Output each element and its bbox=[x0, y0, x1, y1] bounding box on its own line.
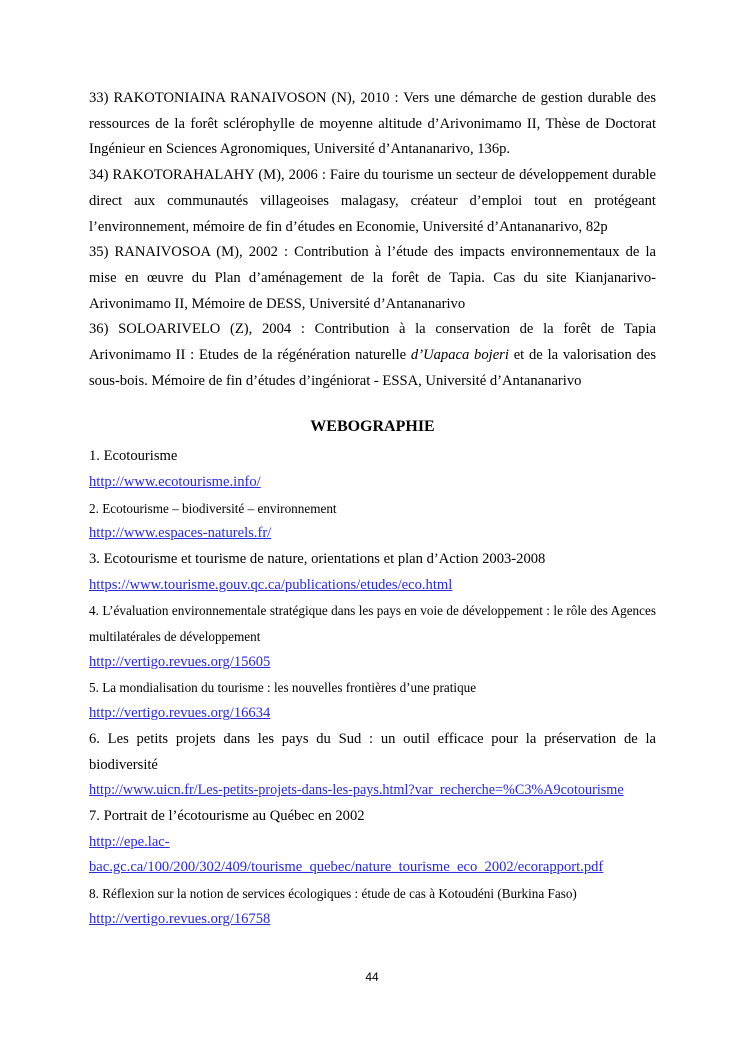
web-item-label: 6. Les petits projets dans les pays du Sud : un outil efficace pour la préservation de la biodiversité bbox=[89, 730, 656, 773]
reference-number: 36) bbox=[89, 321, 109, 338]
reference-text: SOLOARIVELO (Z), 2004 : Contribution à la conservation de la forêt de Tapia Arivonimamo II : Etudes de la régénération naturelle bbox=[89, 321, 656, 364]
reference-text: RAKOTONIAINA RANAIVOSON (N), 2010 : Vers une démarche de gestion durable des ressources de la forêt sclérophylle de moyenne altitude d’Arivonimamo II, Thèse de Doctorat Ingénieur en Sciences Agronomiques, Université d’Antananarivo, 136p. bbox=[89, 90, 657, 158]
web-item-link[interactable]: http://www.uicn.fr/Les-petits-projets-dans-les-pays.html?var_recherche=%C3%A9cotourisme bbox=[89, 782, 624, 799]
reference-number: 35) bbox=[89, 244, 109, 261]
web-item-label: 1. Ecotourisme bbox=[89, 448, 178, 465]
web-item-link[interactable]: http://epe.lac- bbox=[89, 833, 170, 850]
reference-number: 34) bbox=[89, 167, 109, 184]
web-item-label: 8. Réflexion sur la notion de services écologiques : étude de cas à Kotoudéni (Burkina Faso) bbox=[89, 886, 577, 902]
reference-text-end: et de la valorisation des sous-bois. Mémoire de fin d’études d’ingéniorat - ESSA, Université d’Antananarivo bbox=[89, 347, 657, 389]
web-item-link[interactable]: http://vertigo.revues.org/16634 bbox=[89, 705, 271, 722]
reference-33 bbox=[89, 86, 656, 163]
species-name: d’Uapaca bojeri bbox=[410, 347, 509, 364]
page-content bbox=[89, 86, 656, 933]
web-item-link[interactable]: http://vertigo.revues.org/15605 bbox=[89, 653, 271, 670]
reference-number: 33) bbox=[89, 90, 109, 106]
reference-text: RAKOTORAHALAHY (M), 2006 : Faire du tourisme un secteur de développement durable direct aux communautés villageoises malagasy, créateur d’emploi tout en protégeant l’environnement, mémoire de fin d’études en Economie, Université d’Antananarivo, 82p bbox=[89, 167, 656, 235]
webography-heading: WEBOGRAPHIE bbox=[310, 418, 435, 436]
page-number: 44 bbox=[365, 970, 379, 984]
web-item-link-continued[interactable]: bac.gc.ca/100/200/302/409/tourisme_quebec/nature_tourisme_eco_2002/ecorapport.pdf bbox=[89, 859, 604, 876]
web-item-label: 7. Portrait de l’écotourisme au Québec en 2002 bbox=[89, 807, 365, 824]
web-item-label: 2. Ecotourisme – biodiversité – environnement bbox=[89, 500, 337, 516]
reference-35 bbox=[89, 240, 656, 317]
reference-34 bbox=[89, 163, 656, 240]
reference-36 bbox=[89, 317, 656, 394]
web-item-link[interactable]: https://www.tourisme.gouv.qc.ca/publications/etudes/eco.html bbox=[89, 576, 453, 593]
web-item-label: 5. La mondialisation du tourisme : les nouvelles frontières d’une pratique bbox=[89, 680, 477, 696]
web-item-link[interactable]: http://www.espaces-naturels.fr/ bbox=[89, 525, 272, 542]
web-item-link[interactable]: http://www.ecotourisme.info/ bbox=[89, 473, 261, 490]
web-item-label: 4. L’évaluation environnementale stratégique dans les pays en voie de développement : le rôle des Agences multilatérales de développement bbox=[89, 603, 656, 645]
reference-text: RANAIVOSOA (M), 2002 : Contribution à l’étude des impacts environnementaux de la mise en œuvre du Plan d’aménagement de la forêt de Tapia. Cas du site Kianjanarivo-Arivonimamo II, Mémoire de DESS, Université d’Antananarivo bbox=[89, 244, 656, 312]
web-item-link[interactable]: http://vertigo.revues.org/16758 bbox=[89, 910, 271, 927]
web-item-label: 3. Ecotourisme et tourisme de nature, orientations et plan d’Action 2003-2008 bbox=[89, 550, 546, 567]
